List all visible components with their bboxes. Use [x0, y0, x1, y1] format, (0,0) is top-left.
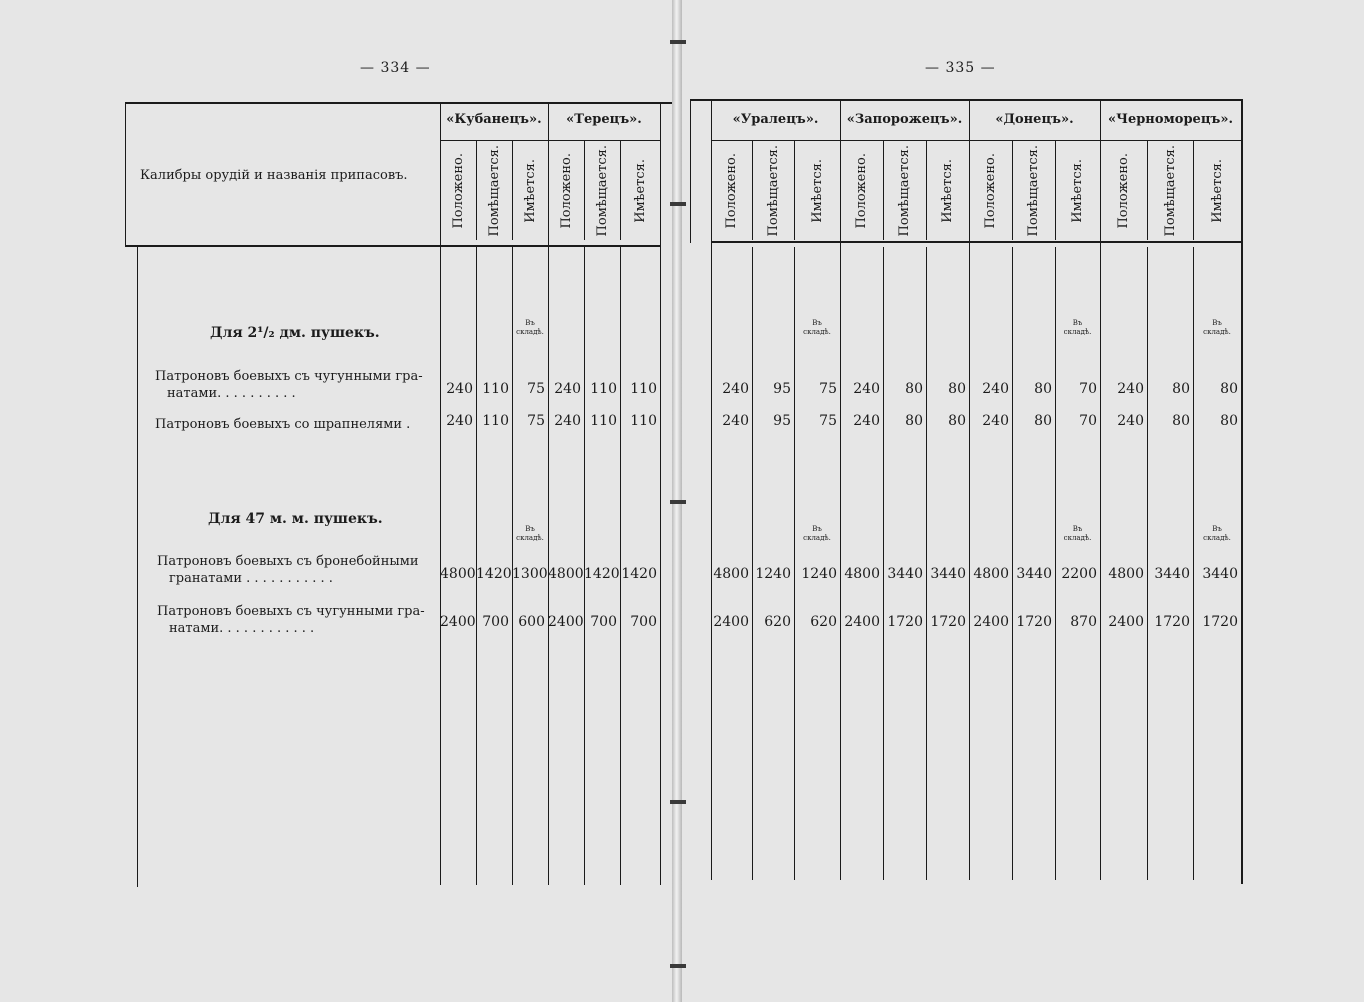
- in-stock-note: Въ складѣ.: [803, 525, 831, 542]
- table-cell: 3440: [887, 566, 923, 582]
- table-cell: 95: [773, 413, 791, 429]
- in-stock-note: Въ складѣ.: [516, 319, 544, 336]
- table-cell: 2400: [973, 614, 1009, 630]
- table-cell: 240: [982, 381, 1009, 397]
- grid-line: [440, 140, 548, 141]
- table-cell: 1420: [476, 566, 512, 582]
- row-label-armor-piercing-shells: Патроновъ боевыхъ съ бронебойными гранатами . . . . . . . . . . .: [157, 554, 419, 586]
- table-cell: 700: [590, 614, 617, 630]
- row-header-title: Калибры орудій и названія припасовъ.: [140, 168, 408, 183]
- table-cell: 75: [527, 381, 545, 397]
- table-cell: 3440: [1202, 566, 1238, 582]
- in-stock-note: Въ складѣ.: [1063, 525, 1092, 542]
- table-cell: 240: [982, 413, 1009, 429]
- table-cell: 4800: [440, 566, 476, 582]
- table-cell: 240: [853, 413, 880, 429]
- table-cell: 1420: [621, 566, 657, 582]
- table-cell: 2400: [1108, 614, 1144, 630]
- table-cell: 240: [446, 413, 473, 429]
- table-cell: 240: [554, 381, 581, 397]
- column-header: Имѣется.: [522, 159, 538, 223]
- ship-name: «Кубанецъ».: [446, 112, 542, 127]
- table-cell: 600: [518, 614, 545, 630]
- column-header: Помѣщается.: [1162, 145, 1178, 237]
- table-cell: 75: [819, 413, 837, 429]
- table-cell: 2400: [713, 614, 749, 630]
- column-header: Положено.: [854, 153, 869, 229]
- table-cell: 80: [1034, 413, 1052, 429]
- table-cell: 80: [905, 381, 923, 397]
- table-cell: 80: [1034, 381, 1052, 397]
- page-number-right: — 335 —: [925, 60, 996, 76]
- grid-line: [752, 247, 753, 880]
- grid-line: [794, 247, 795, 880]
- binding-stitch: [670, 500, 686, 504]
- table-cell: 4800: [548, 566, 584, 582]
- in-stock-note: Въ складѣ.: [803, 319, 831, 336]
- grid-line: [548, 140, 660, 141]
- table-cell: 4800: [1108, 566, 1144, 582]
- column-header: Положено.: [983, 153, 998, 229]
- grid-line: [1100, 140, 1241, 141]
- table-cell: 110: [590, 381, 617, 397]
- table-cell: 240: [722, 381, 749, 397]
- table-cell: 75: [819, 381, 837, 397]
- binding-stitch: [670, 202, 686, 206]
- table-cell: 110: [630, 413, 657, 429]
- ship-name: «Донецъ».: [995, 112, 1074, 127]
- table-cell: 1300: [512, 566, 548, 582]
- section-title-47-mm: Для 47 м. м. пушекъ.: [208, 511, 383, 527]
- in-stock-note: Въ складѣ.: [1203, 525, 1231, 542]
- binding-stitch: [670, 964, 686, 968]
- grid-line: [1241, 99, 1242, 880]
- table-cell: 80: [948, 381, 966, 397]
- table-cell: 2400: [844, 614, 880, 630]
- table-cell: 2400: [440, 614, 476, 630]
- grid-line: [969, 140, 1100, 141]
- table-cell: 2200: [1061, 566, 1097, 582]
- column-header: Помѣщается.: [1026, 145, 1041, 237]
- table-cell: 70: [1079, 381, 1097, 397]
- table-cell: 1240: [755, 566, 791, 582]
- row-label-cast-iron-shells-1: Патроновъ боевыхъ съ чугунными гра- натами. . . . . . . . . .: [155, 369, 423, 401]
- grid-line: [1147, 247, 1148, 880]
- table-cell: 240: [722, 413, 749, 429]
- grid-line: [926, 247, 927, 880]
- row-label-cast-iron-shells-2: Патроновъ боевыхъ съ чугунными гра- натами. . . . . . . . . . . .: [157, 604, 425, 636]
- grid-line: [1193, 247, 1194, 880]
- grid-line: [711, 140, 840, 141]
- column-header: Помѣщается.: [486, 145, 502, 237]
- column-header: Положено.: [1116, 153, 1131, 229]
- table-cell: 95: [773, 381, 791, 397]
- column-header: Имѣется.: [1209, 159, 1225, 223]
- grid-line: [840, 140, 969, 141]
- section-title-2-5-inch: Для 2¹/₂ дм. пушекъ.: [210, 325, 380, 341]
- column-header: Имѣется.: [809, 159, 825, 223]
- table-cell: 700: [482, 614, 509, 630]
- table-cell: 80: [1172, 381, 1190, 397]
- table-cell: 3440: [930, 566, 966, 582]
- table-cell: 3440: [1154, 566, 1190, 582]
- column-header: Помѣщается.: [897, 145, 912, 237]
- table-cell: 1720: [1202, 614, 1238, 630]
- binding-stitch: [670, 800, 686, 804]
- table-cell: 1240: [801, 566, 837, 582]
- column-header: Положено.: [724, 153, 739, 229]
- in-stock-note: Въ складѣ.: [516, 525, 544, 542]
- table-cell: 620: [810, 614, 837, 630]
- table-cell: 80: [1220, 381, 1238, 397]
- table-cell: 1720: [1154, 614, 1190, 630]
- column-header: Имѣется.: [632, 159, 648, 223]
- table-cell: 4800: [973, 566, 1009, 582]
- table-cell: 620: [764, 614, 791, 630]
- ship-name: «Терецъ».: [566, 112, 642, 127]
- grid-line: [660, 102, 661, 885]
- table-cell: 70: [1079, 413, 1097, 429]
- column-header: Имѣется.: [940, 159, 955, 223]
- table-cell: 1720: [1016, 614, 1052, 630]
- column-header: Положено.: [558, 153, 574, 229]
- table-cell: 1720: [887, 614, 923, 630]
- table-cell: 110: [482, 413, 509, 429]
- grid-line: [883, 247, 884, 880]
- table-cell: 110: [482, 381, 509, 397]
- table-cell: 80: [905, 413, 923, 429]
- column-header: Помѣщается.: [765, 145, 781, 237]
- in-stock-note: Въ складѣ.: [1203, 319, 1231, 336]
- table-cell: 4800: [844, 566, 880, 582]
- table-cell: 2400: [548, 614, 584, 630]
- table-cell: 80: [1172, 413, 1190, 429]
- table-cell: 700: [630, 614, 657, 630]
- table-cell: 240: [1117, 381, 1144, 397]
- table-cell: 80: [1220, 413, 1238, 429]
- table-cell: 240: [446, 381, 473, 397]
- binding-stitch: [670, 40, 686, 44]
- column-header: Положено.: [450, 153, 466, 229]
- page-number-left: — 334 —: [360, 60, 431, 76]
- ship-name: «Черноморецъ».: [1107, 112, 1234, 127]
- ship-name: «Запорожецъ».: [846, 112, 963, 127]
- table-cell: 75: [527, 413, 545, 429]
- table-cell: 1420: [584, 566, 620, 582]
- column-header: Помѣщается.: [594, 145, 610, 237]
- table-cell: 1720: [930, 614, 966, 630]
- table-cell: 110: [630, 381, 657, 397]
- table-cell: 240: [853, 381, 880, 397]
- table-cell: 240: [554, 413, 581, 429]
- table-cell: 4800: [713, 566, 749, 582]
- grid-line: [1055, 247, 1056, 880]
- in-stock-note: Въ складѣ.: [1063, 319, 1092, 336]
- table-cell: 80: [948, 413, 966, 429]
- table-cell: 3440: [1016, 566, 1052, 582]
- column-header: Имѣется.: [1070, 159, 1085, 223]
- row-label-shrapnel: Патроновъ боевыхъ со шрапнелями .: [155, 417, 411, 432]
- table-cell: 870: [1070, 614, 1097, 630]
- table-cell: 110: [590, 413, 617, 429]
- ship-name: «Уралецъ».: [732, 112, 819, 127]
- table-cell: 240: [1117, 413, 1144, 429]
- grid-line: [1012, 247, 1013, 880]
